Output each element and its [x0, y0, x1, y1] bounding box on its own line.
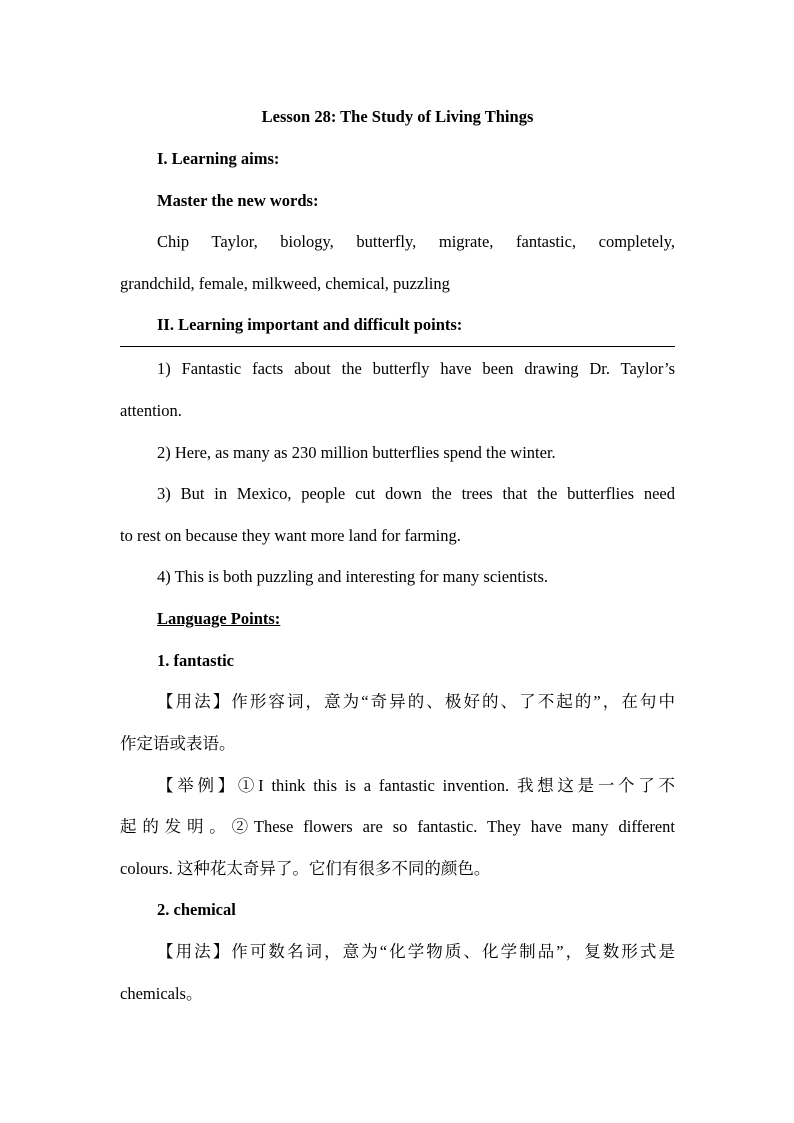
item-2-usage-line-2: chemicals。 — [120, 984, 203, 1003]
point-1-line-1: 1) Fantastic facts about the butterfly have been drawing Dr. Taylor’s — [157, 359, 675, 378]
subheading-new-words: Master the new words: — [157, 191, 319, 210]
vocabulary-line-1: Chip Taylor, biology, butterfly, migrate, fantastic, completely, — [157, 232, 675, 251]
point-1-line-2: attention. — [120, 401, 182, 420]
language-points-heading: Language Points: — [157, 609, 281, 628]
point-2: 2) Here, as many as 230 million butterflies spend the winter. — [157, 443, 556, 462]
point-3-line-2: to rest on because they want more land for farming. — [120, 526, 461, 545]
item-2-heading: 2. chemical — [157, 900, 236, 919]
lesson-title: Lesson 28: The Study of Living Things — [261, 107, 534, 126]
item-1-usage-line-1: 【用法】作形容词，意为“奇异的、极好的、了不起的”，在句中 — [157, 692, 675, 711]
item-1-example-line-1: 【举例】①I think this is a fantastic invention. 我想这是一个了不 — [157, 776, 675, 795]
item-1-usage-line-2: 作定语或表语。 — [120, 734, 236, 753]
horizontal-divider — [120, 346, 675, 347]
section-heading-learning-aims: I. Learning aims: — [157, 149, 280, 168]
item-1-example-line-2: 起的发明。②These flowers are so fantastic. They have many different — [120, 817, 675, 836]
item-1-heading: 1. fantastic — [157, 651, 234, 670]
item-2-usage-line-1: 【用法】作可数名词，意为“化学物质、化学制品”，复数形式是 — [157, 942, 675, 961]
section-heading-important-points: II. Learning important and difficult points: — [157, 315, 463, 334]
point-3-line-1: 3) But in Mexico, people cut down the trees that the butterflies need — [157, 484, 675, 503]
item-1-example-line-3: colours. 这种花太奇异了。它们有很多不同的颜色。 — [120, 859, 491, 878]
point-4: 4) This is both puzzling and interesting for many scientists. — [157, 567, 549, 586]
vocabulary-line-2: grandchild, female, milkweed, chemical, puzzling — [120, 274, 450, 293]
